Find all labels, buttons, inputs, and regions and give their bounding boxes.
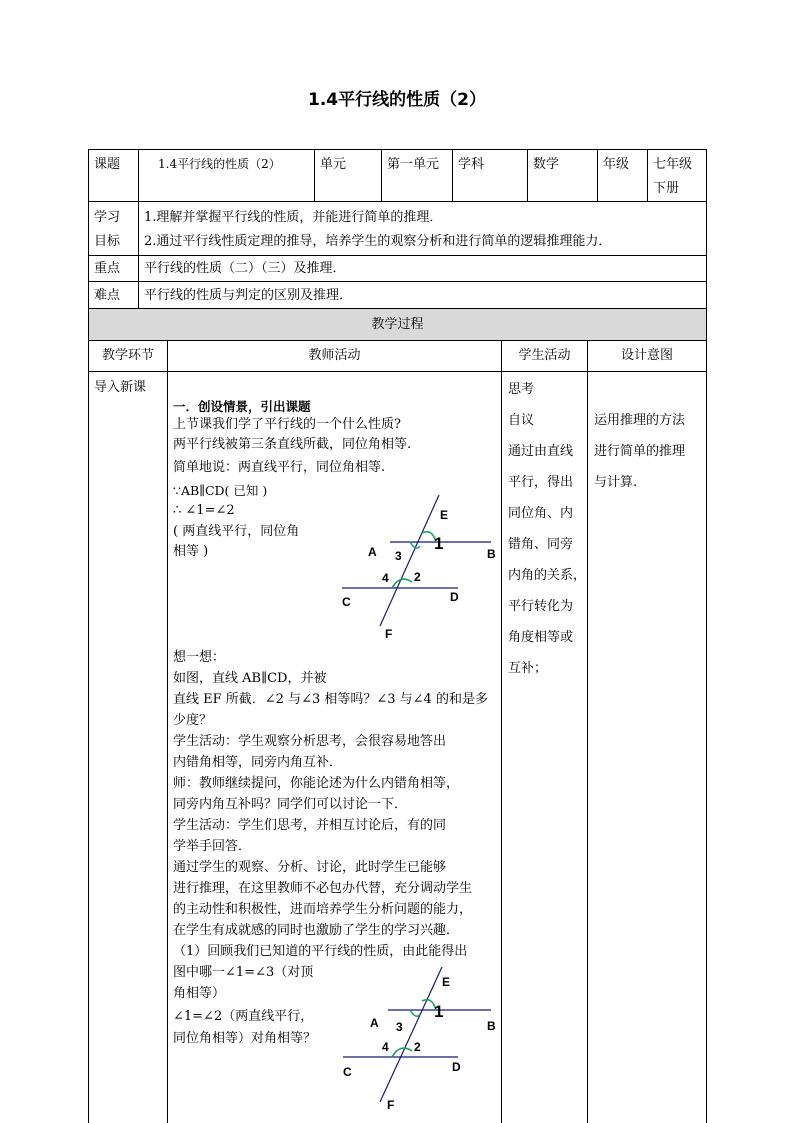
teacher-intro-2: 两平行线被第三条直线所截，同位角相等.: [173, 437, 412, 452]
grade-label: 年级: [603, 157, 630, 172]
label-4: 4: [382, 1040, 389, 1054]
student-line: 同位角、内: [508, 506, 574, 521]
key-text: 平行线的性质（二）（三）及推理．: [144, 261, 346, 276]
goal-1: 1.理解并掌握平行线的性质，并能进行简单的推理．: [144, 210, 443, 225]
think-line: 的主动性和积极性，进而培养学生分析问题的能力，: [173, 902, 473, 917]
student-line: 思考: [508, 382, 535, 397]
label-F: F: [387, 1098, 395, 1112]
label-D: D: [450, 590, 459, 604]
key-label: 重点: [94, 261, 121, 276]
grade-value-line1: 七年级: [653, 157, 693, 172]
review-line: 角相等）: [173, 986, 226, 1001]
think-line: 少度？: [173, 713, 213, 728]
label-1: 1: [434, 1002, 444, 1021]
col-header-teacher: 教师活动: [308, 348, 361, 363]
review-line: ∠1=∠2（两直线平行，: [173, 1009, 314, 1024]
parallel-lines-figure-2: [340, 963, 505, 1115]
label-B: B: [487, 1019, 496, 1033]
grade-value-line2: 下册: [653, 181, 680, 196]
page-title: 1.4平行线的性质（2）: [308, 90, 486, 110]
parallel-lines-figure-1: [342, 490, 505, 642]
difficulty-label: 难点: [94, 288, 121, 303]
review-line: 图中哪一∠1=∠3（对顶: [173, 965, 314, 980]
goals-label-2: 目标: [94, 234, 121, 249]
student-line: 自议: [508, 413, 535, 428]
student-line: 平行转化为: [508, 599, 574, 614]
student-line: 通过由直线: [508, 444, 574, 459]
process-header: 教学过程: [371, 317, 424, 332]
teacher-intro-3: 简单地说：两直线平行，同位角相等.: [173, 460, 386, 475]
label-2: 2: [414, 570, 421, 584]
subject-label: 学科: [458, 157, 485, 172]
label-F: F: [385, 627, 393, 641]
think-line: 学生活动：学生观察分析思考，会很容易地答出: [173, 734, 447, 749]
student-line: 互补；: [508, 661, 548, 676]
think-line: （1）回顾我们已知道的平行线的性质，由此能得出: [173, 944, 468, 959]
think-line: 通过学生的观察、分析、讨论，此时学生已能够: [173, 860, 447, 875]
think-line: 内错角相等，同旁内角互补．: [173, 755, 343, 770]
label-C: C: [343, 1065, 352, 1079]
course-value: 1.4平行线的性质（2）: [158, 157, 281, 171]
intent-line: 进行简单的推理: [594, 444, 686, 459]
think-line: 想一想：: [173, 650, 226, 665]
label-E: E: [442, 975, 451, 989]
subject-value: 数学: [533, 157, 560, 172]
teacher-proof-1: ∵AB∥CD( 已知 ): [173, 483, 268, 498]
label-D: D: [452, 1060, 461, 1074]
label-2: 2: [414, 1040, 421, 1054]
think-line: 学生活动：学生们思考，并相互讨论后，有的同: [173, 818, 447, 833]
review-line: 同位角相等）对角相等？: [173, 1031, 317, 1046]
student-line: 内角的关系，: [508, 568, 587, 583]
student-line: 角度相等或: [508, 630, 574, 645]
think-line: 学举手回答．: [173, 839, 252, 854]
think-line: 同旁内角互补吗？同学们可以讨论一下．: [173, 797, 408, 812]
difficulty-text: 平行线的性质与判定的区别及推理．: [144, 288, 353, 303]
unit-value: 第一单元: [387, 157, 440, 172]
teacher-heading: 一．创设情景，引出课题: [173, 399, 311, 414]
label-3: 3: [396, 1020, 403, 1034]
label-4: 4: [382, 571, 389, 585]
col-header-student: 学生活动: [518, 348, 571, 363]
label-E: E: [440, 508, 449, 522]
teacher-proof-4: 相等 ): [173, 544, 209, 559]
intent-line: 运用推理的方法: [594, 413, 686, 428]
think-line: 进行推理，在这里教师不必包办代替，充分调动学生: [173, 881, 473, 896]
label-3: 3: [395, 549, 402, 563]
think-line: 直线 EF 所截．∠2 与∠3 相等吗？∠3 与∠4 的和是多: [173, 692, 488, 707]
course-label: 课题: [94, 157, 121, 172]
col-header-intent: 设计意图: [620, 348, 673, 363]
label-A: A: [368, 545, 377, 559]
stage-label: 导入新课: [94, 380, 147, 395]
label-C: C: [342, 595, 351, 609]
think-line: 在学生有成就感的同时也激励了学生的学习兴趣．: [173, 923, 460, 938]
teacher-proof-2: ∴ ∠1=∠2: [173, 503, 235, 518]
teacher-intro-1: 上节课我们学了平行线的一个什么性质?: [173, 417, 401, 432]
unit-label: 单元: [320, 157, 347, 172]
label-A: A: [370, 1016, 379, 1030]
label-1: 1: [434, 534, 444, 553]
goal-2: 2.通过平行线性质定理的推导，培养学生的观察分析和进行简单的逻辑推理能力．: [144, 234, 612, 249]
student-line: 平行，得出: [508, 475, 574, 490]
goals-label-1: 学习: [94, 210, 121, 225]
col-header-stage: 教学环节: [101, 348, 154, 363]
teacher-proof-3: ( 两直线平行，同位角: [173, 524, 300, 539]
student-line: 错角、同旁: [508, 537, 574, 552]
label-B: B: [487, 547, 496, 561]
intent-line: 与计算.: [594, 475, 638, 490]
think-line: 如图，直线 AB∥CD，并被: [173, 671, 327, 686]
think-line: 师：教师继续提问，你能论述为什么内错角相等，: [173, 776, 460, 791]
